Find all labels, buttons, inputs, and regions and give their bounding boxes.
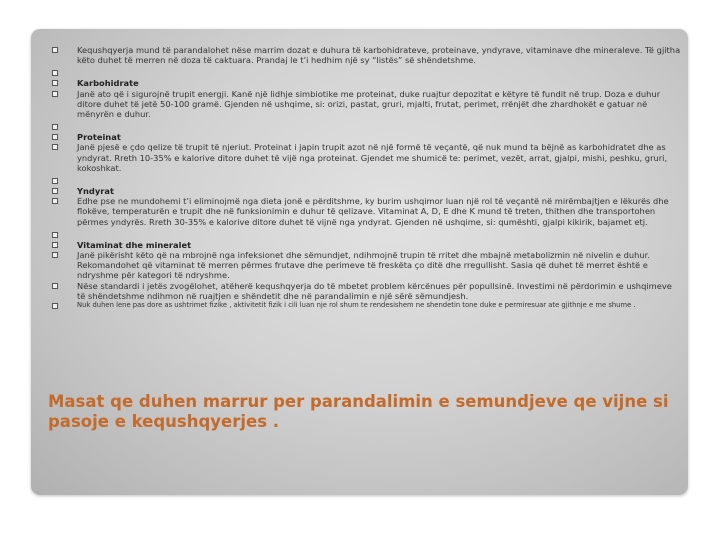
list-item-text: Janë pikërisht këto që na mbrojnë nga infeksionet dhe sëmundjet, ndihmojnë trupin të rritet dhe mbajnë metabolizmin në nivelin e duhur. Rekomandohet që vitaminat të merren përmes frutave dhe perimeve të freskëta ço ditë dhe rregullisht. Sasia që duhet të merret është e ndryshme për kategori të ndryshme. <box>77 250 650 281</box>
list-item <box>52 132 682 142</box>
list-item <box>52 176 682 186</box>
list-item-text: Nëse standardi i jetës zvogëlohet, atëherë kequshqyerja do të mbetet problem kërcënues për popullsinë. Investimi në përdorimin e ushqimeve të shëndetshme ndihmon në ruajtjen e shëndetit dhe në parandalimin e një sërë sëmundjesh. <box>77 280 672 301</box>
square-bullet-icon <box>52 80 58 86</box>
square-bullet-icon <box>52 124 58 130</box>
list-item <box>52 89 682 120</box>
list-item-text: Kequshqyerja mund të parandalohet nëse marrim dozat e duhura të karbohidrateve, proteinave, yndyrave, vitaminave dhe mineraleve. Të gjitha këto duhet të merren në doza të caktuara. Prandaj le t’i hedhim një sy “listës” së shëndetshme. <box>77 45 681 66</box>
square-bullet-icon <box>52 283 58 289</box>
list-item <box>52 281 682 301</box>
list-item <box>52 45 682 65</box>
list-item <box>52 186 682 196</box>
section-title: Vitaminat dhe mineralet <box>77 239 192 250</box>
list-item <box>52 301 682 309</box>
square-bullet-icon <box>52 178 58 184</box>
list-item <box>52 122 682 132</box>
list-item <box>52 68 682 78</box>
list-item-text: Janë pjesë e çdo qelize të trupit të njeriut. Proteinat i japin trupit azot në një formë të veçantë, që nuk mund ta bëjnë as karbohidratet dhe as yndyrat. Rreth 10-35% e kalorive ditore duhet të vijë nga proteinat. Gjendet me shumicë te: perimet, vezët, arrat, gjalpi, mishi, peshku, gruri, kokoshkat. <box>77 142 668 173</box>
bullet-list <box>52 45 682 309</box>
section-title: Yndyrat <box>77 186 114 197</box>
slide-heading: Masat qe duhen marrur per parandalimin e semundjeve qe vijne si pasoje e kequshqyerjes . <box>48 392 669 431</box>
square-bullet-icon <box>52 47 58 53</box>
list-item-text: Nuk duhen lene pas dore as ushtrimet fizike , aktivitetit fizik i cili luan nje rol shum te rendesishem ne shendetin tone duke e permiresuar ate gjithnje e me shume . <box>77 301 636 310</box>
list-item <box>52 230 682 240</box>
list-item <box>52 196 682 227</box>
square-bullet-icon <box>52 242 58 248</box>
section-title: Karbohidrate <box>77 78 139 89</box>
square-bullet-icon <box>52 232 58 238</box>
list-item-text: Janë ato që i sigurojnë trupit energji. Kanë një lidhje simbiotike me proteinat, duke ruajtur depozitat e këtyre të fundit në trup. Doza e duhur ditore duhet të jetë 50-100 gramë. Gjenden në ushqime, si: orizi, pastat, gruri, mjalti, frutat, perimet, rrënjët dhe zhardhokët e gatuar në mënyrën e duhur. <box>77 88 661 120</box>
square-bullet-icon <box>52 198 58 204</box>
square-bullet-icon <box>52 134 58 140</box>
list-item <box>52 142 682 173</box>
list-item <box>52 240 682 250</box>
list-item <box>52 78 682 88</box>
list-item <box>52 250 682 281</box>
square-bullet-icon <box>52 91 58 97</box>
square-bullet-icon <box>52 70 58 76</box>
square-bullet-icon <box>52 188 58 194</box>
square-bullet-icon <box>52 252 58 258</box>
section-title: Proteinat <box>77 132 121 143</box>
square-bullet-icon <box>52 144 58 150</box>
list-item-text: Edhe pse ne mundohemi t’i eliminojmë nga dieta jonë e përditshme, ky burim ushqimor luan një rol të veçantë në mirëmbajtjen e lëkurës dhe flokëve, temperaturën e trupit dhe në funksionimin e duhur të qelizave. Vitaminat A, D, E dhe K mund të treten, thithen dhe transportohen përmes yndyrës. Rreth 30-35% e kalorive ditore duhet të vijnë nga yndyrat. Gjenden në ushqime, si: qumështi, gjalpi kikirik, bajamet etj. <box>77 196 669 227</box>
square-bullet-icon <box>52 303 58 309</box>
